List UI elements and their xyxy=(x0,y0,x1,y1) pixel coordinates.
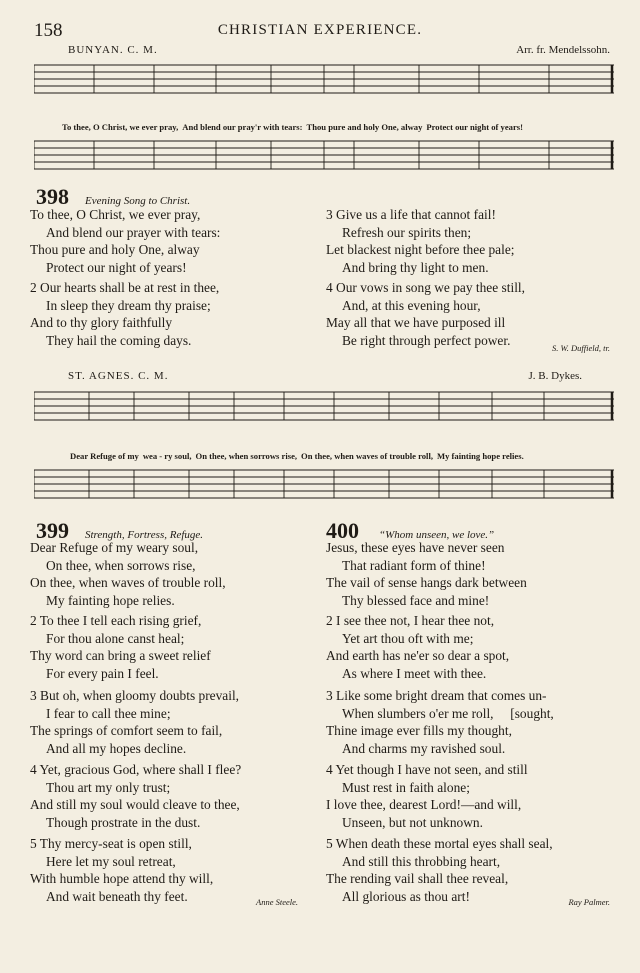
verse-line: Let blackest night before thee pale; xyxy=(326,242,515,257)
hymn-title: Evening Song to Christ. xyxy=(85,195,191,207)
verse-line: Yet art thou oft with me; xyxy=(342,630,474,646)
verse-line: When slumbers o'er me roll, [sought, xyxy=(342,705,554,721)
verse-line: And still this throbbing heart, xyxy=(342,853,501,869)
running-head: CHRISTIAN EXPERIENCE. xyxy=(217,22,423,38)
verse-line: Jesus, these eyes have never seen xyxy=(326,540,505,555)
verse-line: I fear to call thee mine; xyxy=(46,705,171,721)
hymn-verse xyxy=(30,761,241,831)
verse-line: And, at this evening hour, xyxy=(342,297,481,313)
verse-line: Must rest in faith alone; xyxy=(342,779,470,795)
verse-line: Protect our night of years! xyxy=(46,259,187,275)
verse-line: And bring thy light to men. xyxy=(342,259,489,275)
hymn-verse xyxy=(30,206,220,276)
verse-line: 3 Like some bright dream that comes un- xyxy=(326,688,547,703)
hymn-author: S. W. Duffield, tr. xyxy=(551,343,610,353)
verse-line: Though prostrate in the dust. xyxy=(46,814,201,830)
hymn-verse xyxy=(326,539,527,609)
verse-line: Thou art my only trust; xyxy=(46,779,171,795)
music-staff xyxy=(34,386,614,438)
music-staff xyxy=(34,462,614,514)
verse-line: Thine image ever fills my thought, xyxy=(326,723,512,738)
hymn-verse xyxy=(326,761,528,831)
verse-line: 4 Yet, gracious God, where shall I flee? xyxy=(30,762,242,777)
hymn-verse xyxy=(326,206,515,276)
verse-line: 5 When death these mortal eyes shall seal, xyxy=(326,836,553,851)
verse-line: And charms my ravished soul. xyxy=(342,740,506,756)
lyric-phrase: Dear Refuge of my xyxy=(70,451,139,461)
hymn-title: “Whom unseen, we love.” xyxy=(379,529,495,541)
lyric-phrase: Protect our night of years! xyxy=(426,122,523,132)
verse-line: Thy word can bring a sweet relief xyxy=(30,648,211,663)
verse-line: With humble hope attend thy will, xyxy=(30,871,214,886)
verse-line: And to thy glory faithfully xyxy=(30,315,173,330)
verse-line: 3 But oh, when gloomy doubts prevail, xyxy=(30,688,240,703)
page-number: 158 xyxy=(34,20,63,41)
verse-line: For thou alone canst heal; xyxy=(46,630,185,646)
verse-line: That radiant form of thine! xyxy=(342,557,486,573)
verse-line: To thee, O Christ, we ever pray, xyxy=(30,207,201,222)
hymn-author: Anne Steele. xyxy=(256,897,299,907)
hymn-number: 400 xyxy=(326,518,359,543)
hymn-verse xyxy=(30,835,213,905)
verse-line: Refresh our spirits then; xyxy=(342,224,472,240)
tune-name: BUNYAN. C. M. xyxy=(68,44,158,56)
verse-line: For every pain I feel. xyxy=(46,665,159,681)
verse-line: Here let my soul retreat, xyxy=(46,853,176,869)
hymn-number: 399 xyxy=(36,518,69,543)
lyric-phrase: Thou pure and holy One, alway xyxy=(306,122,423,132)
verse-line: As where I meet with thee. xyxy=(342,665,487,681)
verse-line: 4 Yet though I have not seen, and still xyxy=(326,762,528,777)
hymn-verse xyxy=(30,539,226,609)
verse-line: They hail the coming days. xyxy=(46,332,192,348)
tune-name: ST. AGNES. C. M. xyxy=(68,370,169,382)
lyric-phrase: To thee, O Christ, we ever pray, xyxy=(62,122,179,132)
verse-line: Thy blessed face and mine! xyxy=(342,592,490,608)
verse-line: And earth has ne'er so dear a spot, xyxy=(326,648,510,663)
hymn-verse xyxy=(30,279,219,349)
verse-line: The rending vail shall thee reveal, xyxy=(326,871,509,886)
tune-composer: J. B. Dykes. xyxy=(528,370,582,382)
verse-line: My fainting hope relies. xyxy=(46,592,175,608)
verse-line: Dear Refuge of my weary soul, xyxy=(30,540,199,555)
verse-line: 2 To thee I tell each rising grief, xyxy=(30,613,202,628)
verse-line: And all my hopes decline. xyxy=(46,740,187,756)
hymn-verse xyxy=(30,612,211,682)
verse-line: 5 Thy mercy-seat is open still, xyxy=(30,836,192,851)
verse-line: 4 Our vows in song we pay thee still, xyxy=(326,280,525,295)
verse-line: 3 Give us a life that cannot fail! xyxy=(326,207,496,222)
music-staff xyxy=(34,133,614,185)
verse-line: 2 Our hearts shall be at rest in thee, xyxy=(30,280,220,295)
verse-line: 2 I see thee not, I hear thee not, xyxy=(326,613,495,628)
verse-line: Thou pure and holy One, alway xyxy=(30,242,200,257)
hymn-verse xyxy=(30,687,239,757)
verse-line: May all that we have purposed ill xyxy=(326,315,506,330)
verse-line: And wait beneath thy feet. xyxy=(46,888,188,904)
verse-line: The vail of sense hangs dark between xyxy=(326,575,527,590)
hymn-verse xyxy=(326,612,509,682)
verse-line: And blend our prayer with tears: xyxy=(46,224,221,240)
verse-line: On thee, when waves of trouble roll, xyxy=(30,575,226,590)
tune-composer: Arr. fr. Mendelssohn. xyxy=(516,44,610,56)
verse-line: And still my soul would cleave to thee, xyxy=(30,797,240,812)
hymn-author: Ray Palmer. xyxy=(568,897,610,907)
lyric-phrase: My fainting hope relies. xyxy=(436,451,524,461)
hymn-verse xyxy=(326,835,553,905)
hymn-verse xyxy=(326,279,525,349)
hymn-title: Strength, Fortress, Refuge. xyxy=(85,529,204,541)
verse-line: In sleep they dream thy praise; xyxy=(46,297,211,313)
verse-line: Be right through perfect power. xyxy=(342,332,511,348)
verse-line: The springs of comfort seem to fail, xyxy=(30,723,223,738)
lyric-phrase: On thee, when waves of trouble roll, xyxy=(301,451,433,461)
music-staff xyxy=(34,60,614,112)
verse-line: All glorious as thou art! xyxy=(342,888,470,904)
verse-line: Unseen, but not unknown. xyxy=(342,814,483,830)
lyric-phrase: And blend our pray'r with tears: xyxy=(182,122,303,132)
lyric-phrase: On thee, when sorrows rise, xyxy=(195,451,298,461)
verse-line: I love thee, dearest Lord!—and will, xyxy=(326,797,522,812)
hymn-verse xyxy=(326,687,554,757)
hymn-number: 398 xyxy=(36,184,69,209)
lyric-phrase: wea - ry soul, xyxy=(142,451,192,461)
verse-line: On thee, when sorrows rise, xyxy=(46,557,196,573)
